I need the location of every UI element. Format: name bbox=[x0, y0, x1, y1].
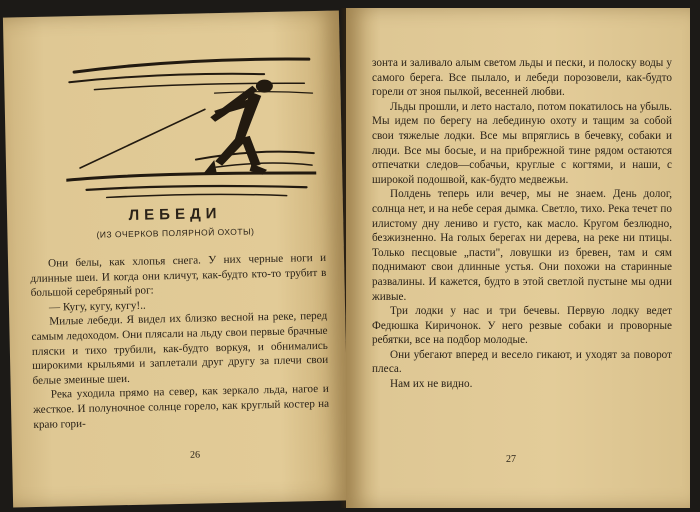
right-page-text bbox=[372, 56, 672, 392]
man-towing-rope-illustration bbox=[64, 47, 317, 202]
paragraph: — Кугу, кугу, кугу!.. bbox=[48, 299, 146, 314]
paragraph: Три лодки у нас и три бечевы. Первую лодку ведет Федюшка Киричонок. У него резвые собаки и проворные ребятки, все на подбор молодые. bbox=[372, 305, 672, 347]
chapter-title: ЛЕБЕДИ bbox=[128, 205, 222, 224]
right-page bbox=[346, 8, 690, 508]
left-page bbox=[3, 11, 349, 508]
paragraph: Они убегают вперед и весело гикают, и уходят за поворот плеса. bbox=[372, 348, 672, 376]
paragraph: Река уходила прямо на север, как зеркало льда, нагое и жесткое. И полуночное солнце горело, как круглый костер на краю гори- bbox=[33, 383, 330, 431]
paragraph: Нам их не видно. bbox=[390, 378, 473, 391]
paragraph: Льды прошли, и лето настало, потом покатилось на убыль. Мы идем по берегу на лебединую охоту и тащим за собой свои тяжелые лодки. Все мы впряглись в бечевку, собаки и люди. Все мы босые, и на прибрежной тине рядом остаются отпечатки следов—собачьи, круглые с когтями, и наши, с широкой подошвой, как-будто медвежьи. bbox=[372, 100, 672, 186]
paragraph: зонта и заливало алым светом льды и пески, и полоску воды у самого берега. Все пылало, и лебеди порозовели, как-будто горели от зноя пылкой, весенней любви. bbox=[372, 57, 672, 99]
paragraph: Они белы, как хлопья снега. У них черные ноги и длинные шеи. И когда они кличут, как-будто кто-то трубит в большой серебряный рог: bbox=[30, 251, 327, 300]
paragraph: Полдень теперь или вечер, мы не знаем. День долог, солнца нет, и на небе серая дымка. Светло, тихо. Река течет по илистому дну лениво и густо, как масло. Кругом безлюдно, безжизненно. На голых берегах ни дерева, на реке ни птицы. Только песцовые „пасти", ловушки из бревен, там и сям поднимают свои длинные устья. Они похожи на старинные развалины. И кажется, будто в этой светлой пустыне мы одни живые. bbox=[372, 188, 672, 303]
chapter-subtitle: (ИЗ ОЧЕРКОВ ПОЛЯРНОЙ ОХОТЫ) bbox=[96, 226, 255, 240]
page-number-left: 26 bbox=[189, 449, 201, 461]
left-page-text bbox=[30, 251, 330, 432]
page-number-right: 27 bbox=[506, 454, 516, 465]
paragraph: Милые лебеди. Я видел их близко весной на реке, перед самым ледоходом. Они плясали на льду свои первые брачные пляски и тихо трубили, как-будто воркуя, и обнимались широкими крыльями и заплетали друг другу за плечи свои белые змеиные шеи. bbox=[31, 310, 329, 387]
